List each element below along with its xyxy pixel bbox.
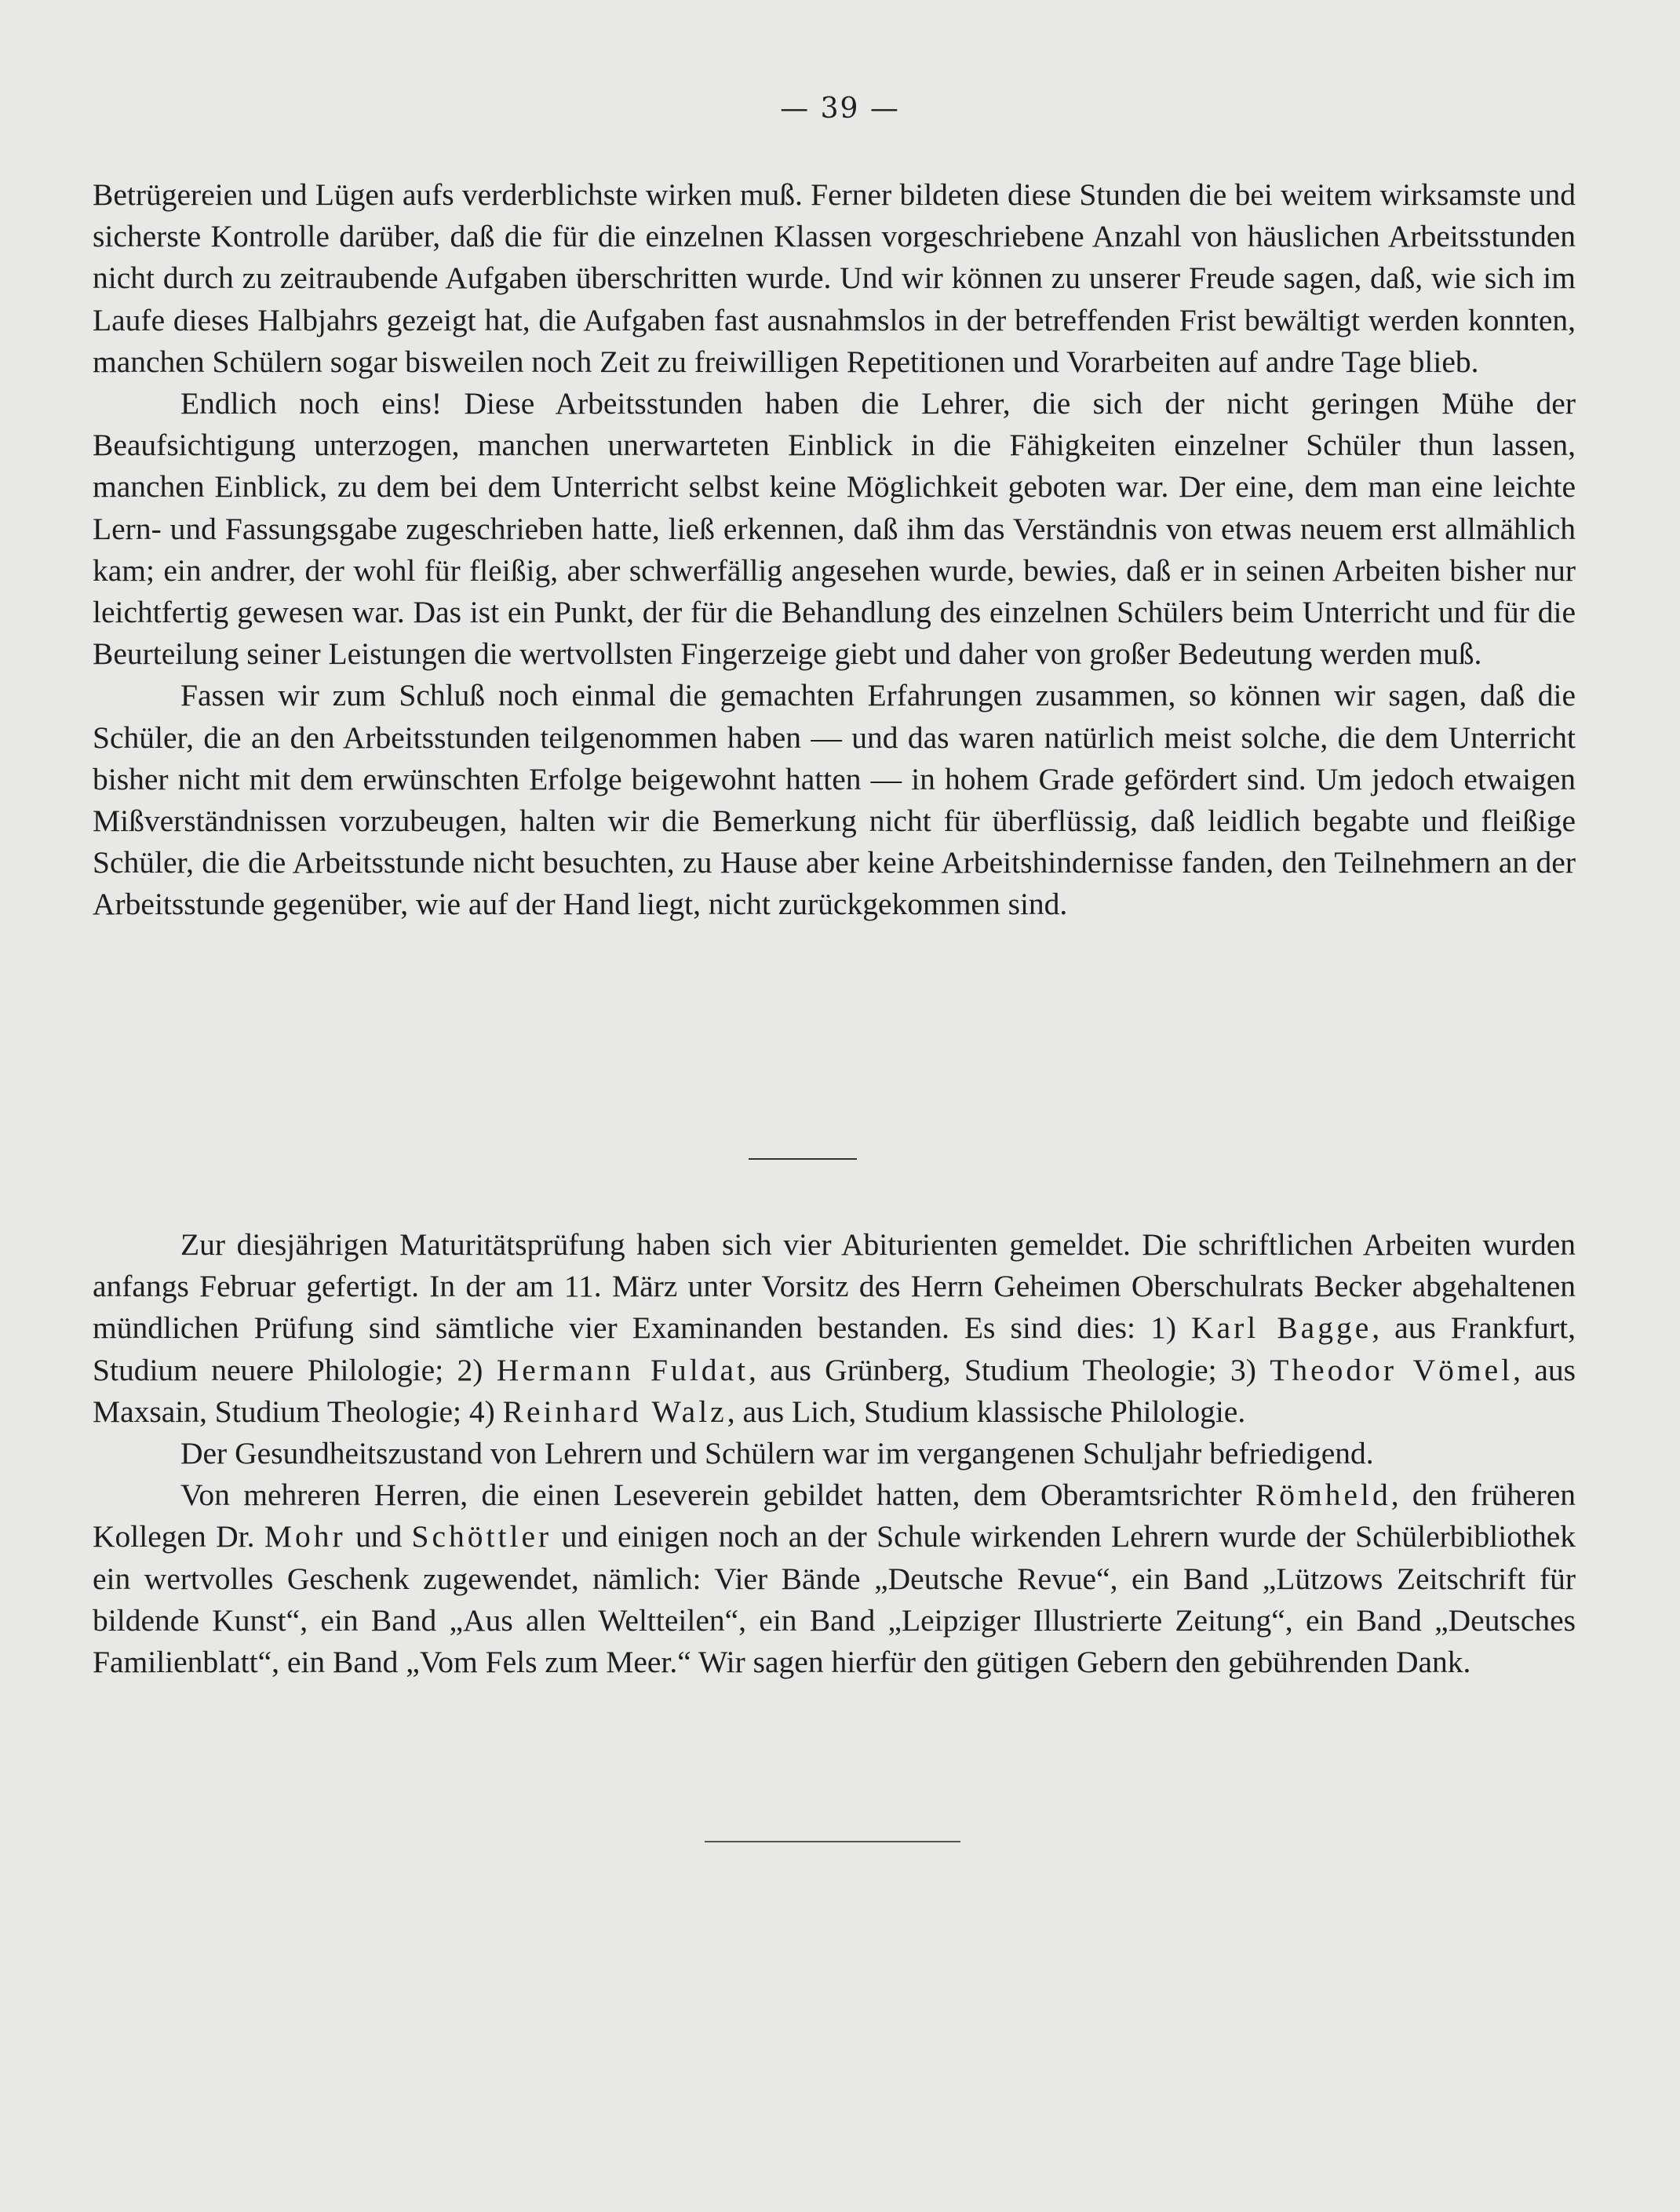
- person-name: Reinhard Walz: [502, 1394, 727, 1429]
- paragraph: Betrügereien und Lügen aufs verderblichste wirken muß. Ferner bildeten diese Stunden die bei weitem wirksamste und sicherste Kontrolle darüber, daß die für die einzelnen Klassen vorgeschriebene Anzahl von häuslichen Arbeitsstunden nicht durch zu zeitraubende Aufgaben überschritten wurde. Und wir können zu unserer Freude sagen, daß, wie sich im Laufe dieses Halbjahrs gezeigt hat, die Aufgaben fast ausnahmslos in der betreffenden Frist bewältigt werden konnten, manchen Schülern sogar bisweilen noch Zeit zu freiwilligen Repetitionen und Vorarbeiten auf andre Tage blieb.: [93, 177, 1576, 379]
- text-span: und einigen noch an der Schule wirkenden Lehrern wurde der Schülerbibliothek ein wertvolles Geschenk zugewendet, nämlich: Vier Bände „Deutsche Revue“, ein Band „Lützows Zeitschrift für bildende Kunst“, ein Band „Aus allen Weltteilen“, ein Band „Leipziger Illustrierte Zeitung“, ein Band „Deutsches Familienblatt“, ein Band „Vom Fels zum Meer.“ Wir sagen hierfür den gütigen Gebern den gebührenden Dank.: [93, 1519, 1576, 1680]
- text-span: , aus Frankfurt, Studium neuere Philologie; 2): [93, 1310, 1576, 1387]
- paragraph: Fassen wir zum Schluß noch einmal die gemachten Erfahrungen zusammen, so können wir sagen, daß die Schüler, die an den Arbeitsstunden teilgenommen haben — und das waren natürlich meist solche, die dem Unterricht bisher nicht mit dem erwünschten Erfolge beigewohnt hatten — in hohem Grade gefördert sind. Um jedoch etwaigen Mißverständnissen vorzubeugen, halten wir die Bemerkung nicht für überflüssig, daß leidlich begabte und fleißige Schüler, die die Arbeitsstunde nicht besuchten, zu Hause aber keine Arbeitshindernisse fanden, den Teilnehmern an der Arbeitsstunde gegenüber, wie auf der Hand liegt, nicht zurückgekommen sind.: [93, 678, 1576, 922]
- page-number: — 39 —: [780, 93, 900, 125]
- text-span: , aus Lich, Studium klassische Philologie.: [727, 1394, 1246, 1429]
- paragraph-maturitaet: [93, 1224, 1576, 1433]
- person-name: Hermann Fuldat: [496, 1352, 749, 1387]
- person-name: Mohr: [264, 1519, 346, 1554]
- text-span: und: [345, 1519, 412, 1554]
- text-span: , aus Maxsain, Studium Theologie; 4): [93, 1352, 1576, 1429]
- person-name: Theodor Vömel: [1270, 1352, 1514, 1387]
- end-rule: [705, 1841, 960, 1842]
- person-name: Schöttler: [411, 1519, 552, 1554]
- text-span: , aus Grünberg, Studium Theologie; 3): [748, 1352, 1270, 1387]
- text-block-maturitaet: [93, 1224, 1576, 1683]
- text-span: , den früheren Kollegen Dr.: [93, 1478, 1576, 1554]
- section-divider: [749, 1158, 857, 1160]
- paragraph-geschenk: [93, 1474, 1576, 1683]
- person-name: Karl Bagge: [1191, 1310, 1372, 1346]
- text-span: Zur diesjährigen Maturitätsprüfung haben sich vier Abiturienten gemeldet. Die schriftlichen Arbeiten wurden anfangs Februar gefertigt. In der am 11. März unter Vorsitz des Herrn Geheimen Oberschulrats Becker abgehaltenen mündlichen Prüfung sind sämtliche vier Examinanden bestanden. Es sind dies: 1): [93, 1227, 1576, 1346]
- text-block-arbeitsstunden: [93, 174, 1576, 926]
- person-name: Römheld: [1255, 1478, 1391, 1513]
- paragraph: Der Gesundheitszustand von Lehrern und Schülern war im vergangenen Schuljahr befriedigend.: [180, 1436, 1374, 1471]
- text-span: Von mehreren Herren, die einen Leseverein gebildet hatten, dem Oberamtsrichter: [180, 1478, 1255, 1513]
- paragraph: Endlich noch eins! Diese Arbeitsstunden haben die Lehrer, die sich der nicht geringen Mühe der Beaufsichtigung unterzogen, manchen unerwarteten Einblick in die Fähigkeiten einzelner Schüler thun lassen, manchen Einblick, zu dem bei dem Unterricht selbst keine Möglichkeit geboten war. Der eine, dem man eine leichte Lern- und Fassungsgabe zugeschrieben hatte, ließ erkennen, daß ihm das Verständnis von etwas neuem erst allmählich kam; ein andrer, der wohl für fleißig, aber schwerfällig angesehen wurde, bewies, daß er in seinen Arbeiten bisher nur leichtfertig gewesen war. Das ist ein Punkt, der für die Behandlung des einzelnen Schülers beim Unterricht und für die Beurteilung seiner Leistungen die wertvollsten Fingerzeige giebt und daher von großer Bedeutung werden muß.: [93, 386, 1576, 672]
